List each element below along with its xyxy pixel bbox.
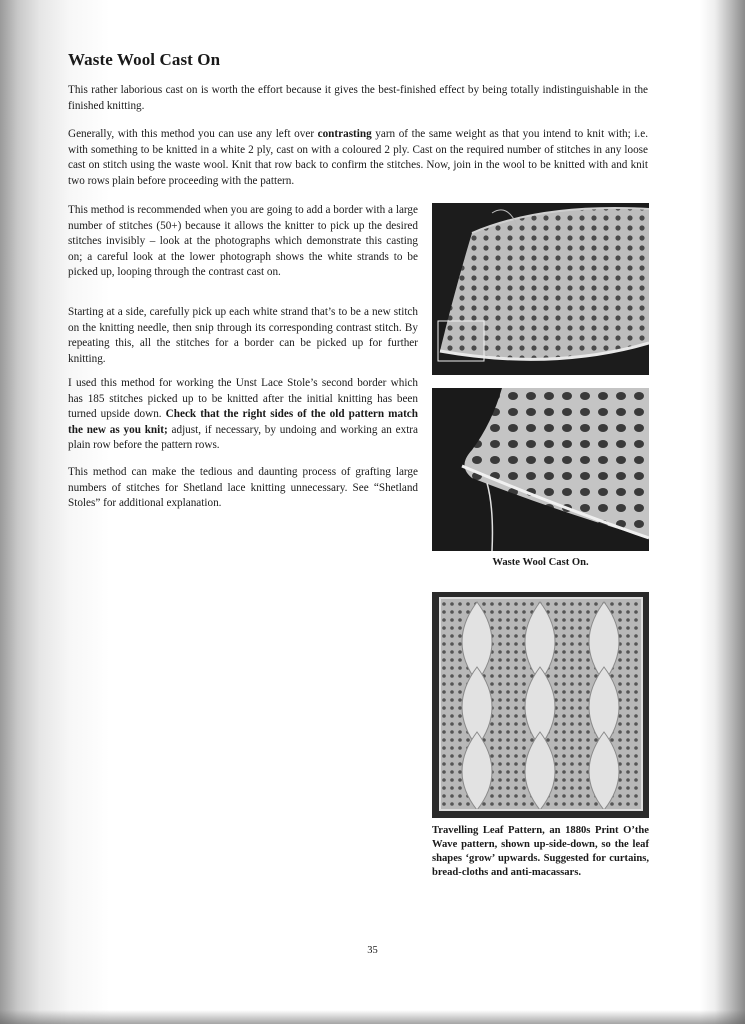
travelling-leaf-photo bbox=[432, 592, 649, 818]
method-text-start: Generally, with this method you can use any left over bbox=[68, 128, 318, 140]
lace-closeup-image bbox=[432, 388, 649, 551]
section-heading: Waste Wool Cast On bbox=[68, 50, 221, 69]
leaf-pattern-image bbox=[432, 592, 649, 818]
leaf-pattern-caption: Travelling Leaf Pattern, an 1880s Print O’the Wave pattern, shown up-side-down, so the leaf shapes ‘grow’ upwards. Suggested for curtains, bread-cloths and anti-macassars. bbox=[432, 825, 649, 878]
stole-text-start: I used this method for working the Unst Lace Stole’s second border which has 185 stitches picked up to be knitted after the initial knitting has been turned upside down. bbox=[68, 377, 418, 420]
pickup-paragraph: Starting at a side, carefully pick up each white strand that’s to be a new stitch on the knitting needle, then snip through its corresponding contrast stitch. By repeating this, all the stitches for a border can be picked up for further knitting. bbox=[68, 306, 418, 365]
lace-border-image bbox=[432, 203, 649, 375]
grafting-paragraph: This method can make the tedious and daunting process of grafting large numbers of stitches for Shetland lace knitting unnecessary. See “Shetland Stoles” for additional explanation. bbox=[68, 466, 418, 509]
stole-text-bold: Check that the right sides of the old pattern match the new as you knit; bbox=[68, 408, 418, 436]
page-bottom-shadow bbox=[0, 1010, 745, 1024]
method-text-end: yarn of the same weight as that you intend to knit with; i.e. with something to be knitted in a white 2 ply, cast on with a coloured 2 ply. Cast on the required number of stitches in any loose cast on stitch using the waste wool. Knit that row back to confirm the stitches. Now, join in the wool to be knitted with and knit two rows plain before proceeding with the pattern. bbox=[68, 128, 648, 187]
intro-paragraph: This rather laborious cast on is worth the effort because it gives the best-finished effect by being totally indistinguishable in the finished knitting. bbox=[68, 84, 648, 112]
cast-on-caption: Waste Wool Cast On. bbox=[492, 557, 589, 568]
method-paragraph bbox=[68, 127, 648, 189]
page-number: 35 bbox=[367, 945, 378, 956]
recommendation-paragraph: This method is recommended when you are going to add a border with a large number of stitches (50+) because it allows the knitter to pick up the desired stitches invisibly – look at the photographs which demonstrate this casting on; a careful look at the lower photograph shows the white strands to be picked up, looping through the contrast cast on. bbox=[68, 204, 418, 278]
stole-paragraph bbox=[68, 376, 418, 454]
method-text-bold: contrasting bbox=[317, 128, 372, 140]
cast-on-photo-top bbox=[432, 203, 649, 375]
cast-on-photo-closeup bbox=[432, 388, 649, 551]
stole-text-end: adjust, if necessary, by undoing and working an extra plain row before the pattern rows. bbox=[68, 423, 418, 451]
